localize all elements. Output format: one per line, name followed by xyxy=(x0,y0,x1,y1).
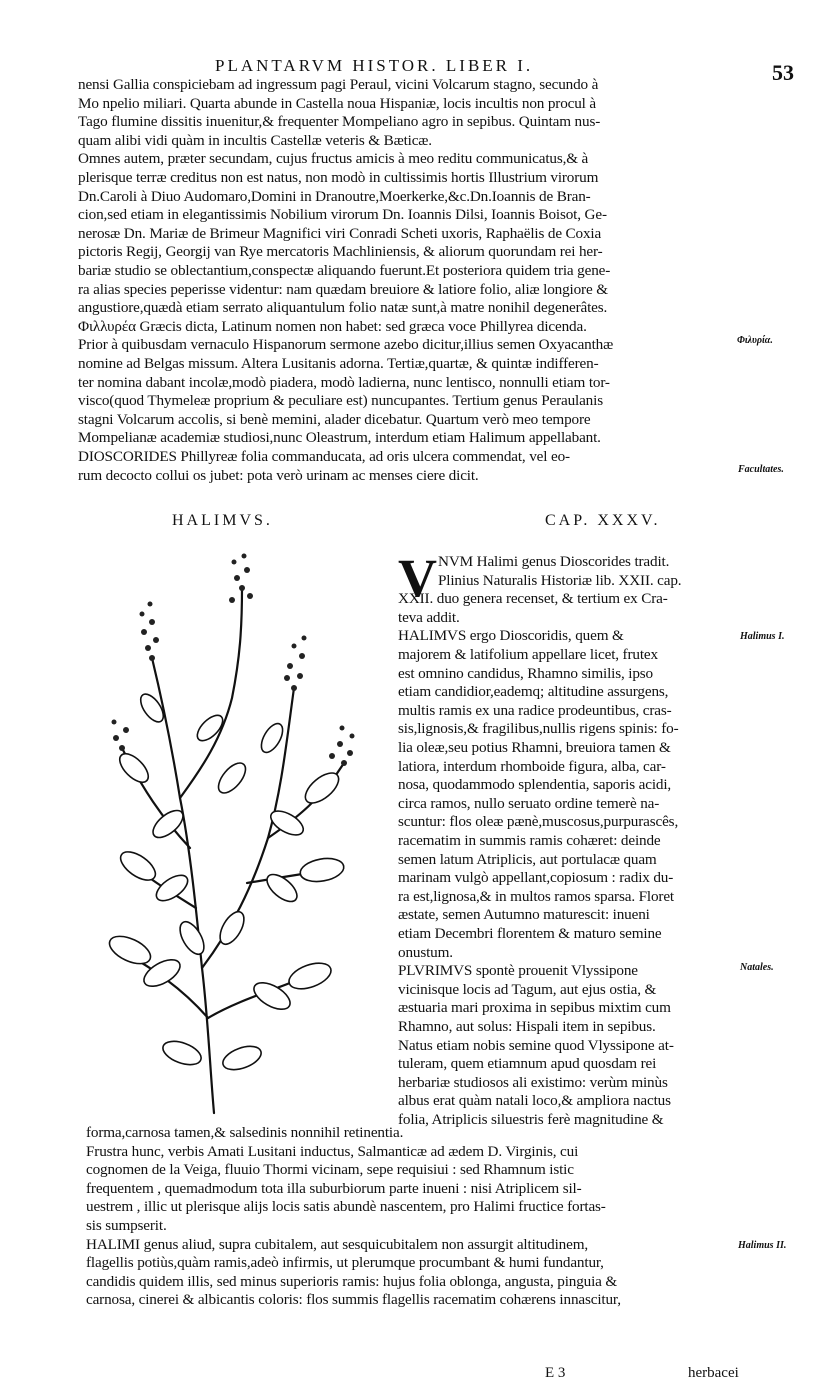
text-line: Plinius Naturalis Historiæ lib. XXII. cap. xyxy=(438,571,682,589)
text-line: tuleram, quem etiamnum apud quosdam rei xyxy=(398,1055,657,1073)
text-line: folia, Atriplicis siluestris ferè magnitudine & xyxy=(398,1111,664,1128)
text-line: vicinisque locis ad Tagum, aut ejus ostia, & xyxy=(398,980,657,998)
text-line: DIOSCORIDES Phillyreæ folia commanducata, ad oris ulcera commendat, vel eo- xyxy=(78,448,570,465)
text-line: sis sumpserit. xyxy=(86,1217,167,1234)
text-line: cognomen de la Veiga, fluuio Thormi vicinam, sepe requisiui : sed Rhamnum istic xyxy=(86,1161,574,1179)
text-line: sis,lignosis,& fragilibus,nullis rigens spinis: fo- xyxy=(398,720,679,738)
text-line: rum decocto collui os jubet: pota verò urinam ac menses ciere dicit. xyxy=(78,466,479,484)
text-line: racematim in summis ramis cohæret: deinde xyxy=(398,832,661,849)
text-line: nomine ad Belgas missum. Altera Lusitanis adorna. Tertiæ,quartæ, & quintæ indifferen- xyxy=(78,355,599,372)
text-line: angustiore,quædà etiam serrato aliquantulum folio natæ sunt,à matre nonihil degenerâtes. xyxy=(78,299,608,317)
catchword: herbacei xyxy=(688,1365,739,1381)
text-line: marinam vulgò appellant,copiosum : radix du- xyxy=(398,869,674,887)
text-line: herbariæ studiosos ali existimo: verùm minùs xyxy=(398,1073,668,1091)
text-line: frequentem , quemadmodum tota illa suburbiorum parte inueni : nisi Atriplicem sil- xyxy=(86,1179,582,1197)
text-line: Rhamno, aut solus: Hispali item in sepibus. xyxy=(398,1018,656,1035)
text-line: Mo npelio miliari. Quarta abunde in Castella noua Hispaniæ, locis incultis non procul à xyxy=(78,94,596,112)
text-line: uestrem , illic ut plerisque alijs locis satis abundè nascentem, pro Halimi fructice fortas- xyxy=(86,1198,606,1216)
text-line: æstate, semen Autumno maturescit: inueni xyxy=(398,906,650,924)
text-line: circa ramos, nullo seruato ordine temerè na- xyxy=(398,794,660,812)
running-header: PLANTARVM HISTOR. LIBER I. xyxy=(215,56,534,75)
text-line: etiam Decembri florentem & maturo semine xyxy=(398,925,662,942)
signature-mark: E 3 xyxy=(545,1365,566,1381)
text-line: Dn.Caroli à Diuo Audomaro,Domini in Dranoutre,Moerkerke,&c.Dn.Ioannis de Bran- xyxy=(78,187,591,205)
text-line: teva addit. xyxy=(398,608,460,626)
text-line: latiora, interdum rhomboide figura, alba, car- xyxy=(398,757,666,775)
text-line: flagellis potiùs,quàm ramis,adeò infirmis, ut plerumque procumbant & humi fundantur, xyxy=(86,1254,604,1272)
text-line: Φιλλυρέα Græcis dicta, Latinum nomen non habet: sed græca voce Phillyrea dicenda. xyxy=(78,317,587,335)
text-line: ra est,lignosa,& in multos ramos sparsa. Floret xyxy=(398,887,674,905)
page-number: 53 xyxy=(772,60,794,85)
text-line: ter nomina dabant incolæ,modò piadera, modò ladierna, nunc lentisco, nonnulli etiam tor- xyxy=(78,373,610,391)
drop-cap: V xyxy=(398,548,437,608)
section-title: HALIMVS. xyxy=(172,512,273,529)
text-line: est omnino candidus, Rhamno similis, ipso xyxy=(398,664,653,682)
text-line: multis ramis ex una radice prodeuntibus, cras- xyxy=(398,701,672,719)
text-line: bariæ studio se oblectantium,conspectæ aliquando fuerunt.Et posteriora quidem tria gene- xyxy=(78,262,611,279)
text-line: forma,carnosa tamen,& salsedinis nonnihil retinentia. xyxy=(86,1124,404,1141)
margin-note-phillyrea: Φιλυρία. xyxy=(737,335,773,346)
text-line: quam alibi vidi quàm in incultis Castellæ veteris & Bæticæ. xyxy=(78,131,432,149)
text-line: Natus etiam nobis semine quod Vlyssipone at- xyxy=(398,1036,674,1054)
halimus-plant-woodcut xyxy=(82,548,372,1118)
margin-note-halimus-1: Halimus I. xyxy=(740,631,785,642)
text-line: carnosa, cinerei & albicantis coloris: flos summis flagellis racematim cohærens innascitur, xyxy=(86,1291,621,1309)
text-line: visco(quod Thymeleæ proprium & peculiare est) nuncupantes. Tertium genus Peraulanis xyxy=(78,392,603,410)
text-line: majorem & latifolium appellare licet, frutex xyxy=(398,646,658,663)
text-line: Tago flumine dissitis inuenitur,& frequenter Mompeliano agro in sepibus. Quintam nus- xyxy=(78,113,601,131)
text-line: nosa, quodammodo splendentia, saporis acidi, xyxy=(398,776,672,794)
margin-note-natales: Natales. xyxy=(740,962,774,973)
text-line: onustum. xyxy=(398,943,453,961)
text-line: nerosæ Dn. Mariæ de Brimeur Magnifici viri Conradi Scheti uxoris, Raphaëlis de Coxia xyxy=(78,224,602,242)
text-line: ra alias species peperisse videntur: nam quædam breuiore & latiore folio, aliæ longiore & xyxy=(78,280,608,298)
text-line: Omnes autem, præter secundam, cujus fructus amicis à meo reditu communicatus,& à xyxy=(78,150,589,168)
text-line: NVM Halimi genus Dioscorides tradit. xyxy=(438,553,670,570)
margin-note-facultates: Facultates. xyxy=(738,464,784,475)
text-line: Prior à quibusdam vernaculo Hispanorum sermone azebo dicitur,illius semen Oxyacanthæ xyxy=(78,336,614,354)
margin-note-halimus-2: Halimus II. xyxy=(738,1240,787,1251)
text-line: lia oleæ,seu potius Rhamni, breuiora tamen & xyxy=(398,739,671,756)
text-line: semen latum Atriplicis, aut portulacæ quam xyxy=(398,850,657,868)
text-line: æstuaria mari proxima in sepibus mixtim cum xyxy=(398,999,671,1017)
text-line: plerisque terræ creditus non est natus, non modò in cultissimis hortis Illustrium virorum xyxy=(78,169,599,186)
chapter-number: CAP. XXXV. xyxy=(545,512,661,529)
text-line: scuntur: flos oleæ pænè,muscosus,purpurascês, xyxy=(398,813,679,831)
text-line: HALIMVS ergo Dioscoridis, quem & xyxy=(398,627,624,645)
text-line: pictoris Regij, Georgij van Rye mercatoris Machliniensis, & aliorum quorundam rei her- xyxy=(78,243,603,261)
text-line: XXII. duo genera recenset, & tertium ex Cra- xyxy=(398,590,668,608)
text-line: nensi Gallia conspiciebam ad ingressum pagi Peraul, vicini Volcarum stagno, secundo à xyxy=(78,76,599,93)
text-line: PLVRIMVS spontè prouenit Vlyssipone xyxy=(398,962,638,980)
text-line: albus erat quàm natali loco,& ampliora nactus xyxy=(398,1092,671,1110)
text-line: Frustra hunc, verbis Amati Lusitani inductus, Salmanticæ ad ædem D. Virginis, cui xyxy=(86,1142,579,1160)
text-line: Mompelianæ academiæ studiosi,nunc Oleastrum, interdum etiam Halimum appellabant. xyxy=(78,429,601,447)
text-line: etiam candidior,eademq; altitudine assurgens, xyxy=(398,683,669,701)
text-line: candidis quidem illis, sed minus superioris ramis: hujus folia oblonga, angusta, pinguia & xyxy=(86,1272,618,1290)
text-line: cion,sed etiam in elegantissimis Nobilium virorum Dn. Ioannis Dilsi, Ioannis Boisot, Ge- xyxy=(78,206,607,224)
text-line: stagni Volcarum accolis, si benè memini, alader dicebatur. Quartum verò meo tempore xyxy=(78,410,591,428)
text-line: HALIMI genus aliud, supra cubitalem, aut sesquicubitalem non assurgit altitudinem, xyxy=(86,1235,589,1253)
